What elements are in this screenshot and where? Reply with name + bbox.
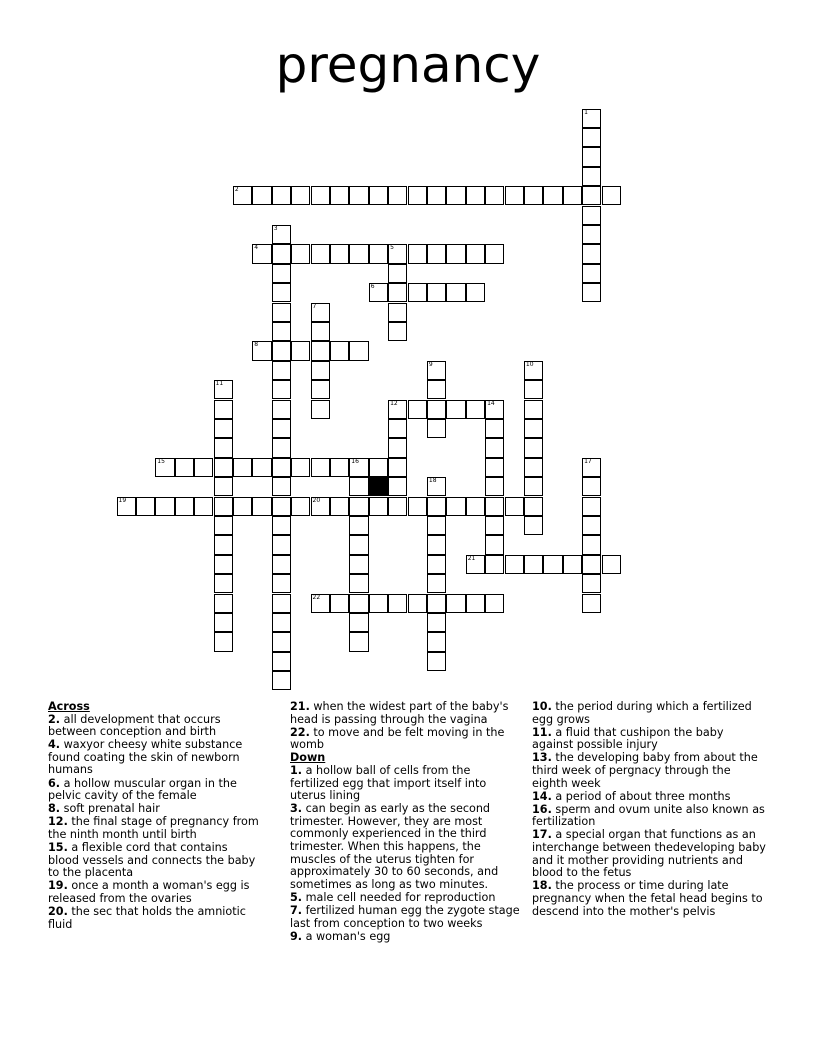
grid-cell[interactable] <box>408 244 427 263</box>
grid-cell[interactable] <box>194 497 213 516</box>
grid-cell[interactable] <box>466 244 485 263</box>
grid-cell[interactable] <box>427 535 446 554</box>
grid-cell[interactable] <box>388 186 407 205</box>
grid-cell[interactable] <box>272 477 291 496</box>
grid-cell[interactable] <box>349 458 368 477</box>
grid-cell[interactable] <box>446 594 465 613</box>
grid-cell[interactable] <box>272 400 291 419</box>
grid-cell[interactable] <box>233 497 252 516</box>
grid-cell[interactable] <box>311 303 330 322</box>
grid-cell[interactable] <box>602 555 621 574</box>
grid-cell[interactable] <box>214 555 233 574</box>
grid-cell[interactable] <box>582 128 601 147</box>
grid-cell[interactable] <box>311 497 330 516</box>
grid-cell[interactable] <box>272 186 291 205</box>
grid-cell[interactable] <box>311 361 330 380</box>
grid-cell[interactable] <box>427 613 446 632</box>
grid-cell[interactable] <box>466 594 485 613</box>
grid-cell[interactable] <box>311 380 330 399</box>
grid-cell[interactable] <box>272 361 291 380</box>
grid-cell[interactable] <box>582 167 601 186</box>
grid-cell[interactable] <box>388 264 407 283</box>
grid-cell[interactable] <box>272 303 291 322</box>
clue-number: 16 <box>351 457 359 465</box>
clue-down-11: 11. a fluid that cushipon the baby against possible injury <box>532 725 724 752</box>
grid-cell[interactable] <box>582 555 601 574</box>
grid-cell[interactable] <box>485 497 504 516</box>
grid-cell[interactable] <box>311 400 330 419</box>
grid-cell[interactable] <box>349 555 368 574</box>
grid-cell[interactable] <box>214 497 233 516</box>
grid-cell[interactable] <box>582 594 601 613</box>
clue-down-5: 5. male cell needed for reproduction <box>290 890 496 904</box>
clue-down-18: 18. the process or time during late pregnancy when the fetal head begins to descend into the mother's pelvis <box>532 879 763 918</box>
grid-cell[interactable] <box>543 186 562 205</box>
grid-cell[interactable] <box>369 458 388 477</box>
grid-cell[interactable] <box>427 652 446 671</box>
grid-cell[interactable] <box>233 186 252 205</box>
grid-cell[interactable] <box>582 147 601 166</box>
grid-cell[interactable] <box>272 535 291 554</box>
grid-cell[interactable] <box>214 613 233 632</box>
grid-cell[interactable] <box>117 497 136 516</box>
grid-cell[interactable] <box>272 671 291 690</box>
grid-cell[interactable] <box>582 477 601 496</box>
grid-cell[interactable] <box>524 361 543 380</box>
grid-cell[interactable] <box>349 535 368 554</box>
grid-cell[interactable] <box>233 458 252 477</box>
clue-number: 1 <box>584 108 588 116</box>
grid-cell[interactable] <box>252 497 271 516</box>
grid-cell[interactable] <box>485 555 504 574</box>
grid-cell[interactable] <box>446 186 465 205</box>
grid-cell[interactable] <box>311 458 330 477</box>
grid-cell[interactable] <box>214 516 233 535</box>
grid-cell[interactable] <box>369 186 388 205</box>
clue-number: 2 <box>234 186 239 194</box>
grid-cell[interactable] <box>408 283 427 302</box>
grid-cell[interactable] <box>408 497 427 516</box>
grid-cell[interactable] <box>446 244 465 263</box>
grid-cell[interactable] <box>155 497 174 516</box>
clue-down-10: 10. the period during which a fertilized egg grows <box>532 700 752 726</box>
grid-cell[interactable] <box>388 400 407 419</box>
grid-cell[interactable] <box>582 497 601 516</box>
grid-cell[interactable] <box>311 186 330 205</box>
grid-cell[interactable] <box>427 400 446 419</box>
grid-cell[interactable] <box>582 225 601 244</box>
grid-cell[interactable] <box>485 244 504 263</box>
clue-number: 5 <box>390 244 394 252</box>
grid-cell[interactable] <box>330 341 349 360</box>
grid-cell[interactable] <box>272 555 291 574</box>
clue-across-2: 2. all development that occurs between conception and birth <box>48 712 221 739</box>
grid-cell[interactable] <box>252 186 271 205</box>
grid-cell[interactable] <box>369 244 388 263</box>
grid-cell[interactable] <box>582 109 601 128</box>
clue-down-7: 7. fertilized human egg the zygote stage last from conception to two weeks <box>290 904 520 930</box>
clue-down-9: 9. a woman's egg <box>290 929 391 943</box>
grid-cell[interactable] <box>349 613 368 632</box>
grid-cell[interactable] <box>291 244 310 263</box>
grid-cell[interactable] <box>272 283 291 302</box>
down-heading: Down <box>290 751 326 765</box>
grid-cell[interactable] <box>272 516 291 535</box>
grid-cell[interactable] <box>136 497 155 516</box>
grid-cell[interactable] <box>524 477 543 496</box>
grid-cell[interactable] <box>485 516 504 535</box>
grid-cell[interactable] <box>427 574 446 593</box>
grid-cell[interactable] <box>524 516 543 535</box>
clue-number: 8 <box>254 341 259 349</box>
grid-cell[interactable] <box>505 555 524 574</box>
grid-cell[interactable] <box>388 497 407 516</box>
grid-cell[interactable] <box>427 632 446 651</box>
grid-cell[interactable] <box>291 458 310 477</box>
clue-down-14: 14. a period of about three months <box>532 789 731 803</box>
grid-cell[interactable] <box>369 283 388 302</box>
grid-cell[interactable] <box>194 458 213 477</box>
grid-cell[interactable] <box>214 438 233 457</box>
grid-cell[interactable] <box>427 419 446 438</box>
grid-cell[interactable] <box>272 341 291 360</box>
grid-cell[interactable] <box>466 400 485 419</box>
grid-cell[interactable] <box>446 283 465 302</box>
grid-cell[interactable] <box>272 497 291 516</box>
grid-cell[interactable] <box>388 303 407 322</box>
grid-cell[interactable] <box>427 380 446 399</box>
clue-number: 6 <box>370 283 375 291</box>
grid-cell[interactable] <box>466 497 485 516</box>
grid-cell[interactable] <box>214 594 233 613</box>
black-cell <box>369 477 388 496</box>
clue-across-8: 8. soft prenatal hair <box>48 802 160 816</box>
grid-cell[interactable] <box>291 341 310 360</box>
grid-cell[interactable] <box>349 477 368 496</box>
grid-cell[interactable] <box>272 380 291 399</box>
grid-cell[interactable] <box>466 555 485 574</box>
grid-cell[interactable] <box>408 186 427 205</box>
grid-cell[interactable] <box>369 594 388 613</box>
grid-cell[interactable] <box>349 244 368 263</box>
grid-cell[interactable] <box>272 244 291 263</box>
clue-number: 14 <box>487 399 495 407</box>
grid-cell[interactable] <box>485 458 504 477</box>
across-heading: Across <box>48 700 90 713</box>
grid-cell[interactable] <box>582 283 601 302</box>
grid-cell[interactable] <box>505 186 524 205</box>
grid-cell[interactable] <box>330 244 349 263</box>
grid-cell[interactable] <box>485 186 504 205</box>
grid-cell[interactable] <box>524 497 543 516</box>
clue-across-6: 6. a hollow muscular organ in the pelvic cavity of the female <box>48 776 237 803</box>
grid-cell[interactable] <box>214 574 233 593</box>
grid-cell[interactable] <box>563 555 582 574</box>
grid-cell[interactable] <box>175 458 194 477</box>
grid-cell[interactable] <box>388 419 407 438</box>
grid-cell[interactable] <box>582 244 601 263</box>
grid-cell[interactable] <box>388 438 407 457</box>
grid-cell[interactable] <box>214 380 233 399</box>
grid-cell[interactable] <box>427 186 446 205</box>
grid-cell[interactable] <box>524 400 543 419</box>
grid-cell[interactable] <box>272 632 291 651</box>
grid-cell[interactable] <box>427 283 446 302</box>
grid-cell[interactable] <box>485 438 504 457</box>
clue-number: 7 <box>312 302 317 310</box>
grid-cell[interactable] <box>272 322 291 341</box>
grid-cell[interactable] <box>214 419 233 438</box>
grid-cell[interactable] <box>214 535 233 554</box>
clue-number: 9 <box>428 360 433 368</box>
grid-cell[interactable] <box>563 186 582 205</box>
grid-cell[interactable] <box>524 380 543 399</box>
grid-cell[interactable] <box>388 594 407 613</box>
grid-cell[interactable] <box>349 341 368 360</box>
grid-cell[interactable] <box>524 186 543 205</box>
grid-cell[interactable] <box>427 244 446 263</box>
grid-cell[interactable] <box>349 632 368 651</box>
clue-down-1: 1. a hollow ball of cells from the fertilized egg that import itself into uterus lining <box>290 763 487 803</box>
grid-cell[interactable] <box>485 400 504 419</box>
grid-cell[interactable] <box>427 555 446 574</box>
grid-cell[interactable] <box>214 477 233 496</box>
grid-cell[interactable] <box>427 594 446 613</box>
grid-cell[interactable] <box>272 458 291 477</box>
grid-cell[interactable] <box>582 458 601 477</box>
grid-cell[interactable] <box>272 652 291 671</box>
grid-cell[interactable] <box>291 186 310 205</box>
clue-down-3: 3. can begin as early as the second trimester. However, they are most commonly experienced in the third trimester. When this happens, the muscles of the uterus tighten for approximately 30 to 60 seconds, and sometimes as long as two minutes. <box>290 802 499 891</box>
puzzle-title: pregnancy <box>275 36 541 94</box>
grid-cell[interactable] <box>582 516 601 535</box>
grid-cell[interactable] <box>485 419 504 438</box>
grid-cell[interactable] <box>252 458 271 477</box>
grid-cell[interactable] <box>388 458 407 477</box>
clue-across-20: 20. the sec that holds the amniotic fluid <box>48 905 246 931</box>
grid-cell[interactable] <box>408 594 427 613</box>
grid-cell[interactable] <box>582 186 601 205</box>
grid-cell[interactable] <box>466 186 485 205</box>
clue-across-15: 15. a flexible cord that contains blood vessels and connects the baby to the placenta <box>48 841 256 880</box>
grid-cell[interactable] <box>349 516 368 535</box>
clue-number: 15 <box>157 457 165 465</box>
grid-cell[interactable] <box>272 574 291 593</box>
clue-across-12: 12. the final stage of pregnancy from the ninth month until birth <box>48 815 259 841</box>
grid-cell[interactable] <box>330 497 349 516</box>
clue-number: 12 <box>390 399 398 407</box>
grid-cell[interactable] <box>427 361 446 380</box>
grid-cell[interactable] <box>311 341 330 360</box>
grid-cell[interactable] <box>582 535 601 554</box>
grid-cell[interactable] <box>388 477 407 496</box>
grid-cell[interactable] <box>602 186 621 205</box>
clue-down-17: 17. a special organ that functions as an interchange between thedeveloping baby and it mother providing nutrients and blood to the fetus <box>532 828 766 880</box>
grid-cell[interactable] <box>446 400 465 419</box>
grid-cell[interactable] <box>214 400 233 419</box>
grid-cell[interactable] <box>252 341 271 360</box>
grid-cell[interactable] <box>330 186 349 205</box>
grid-cell[interactable] <box>582 574 601 593</box>
grid-cell[interactable] <box>175 497 194 516</box>
clue-across-22: 22. to move and be felt moving in the womb <box>290 725 505 752</box>
grid-cell[interactable] <box>272 438 291 457</box>
grid-cell[interactable] <box>330 594 349 613</box>
grid-cell[interactable] <box>272 419 291 438</box>
grid-cell[interactable] <box>485 535 504 554</box>
clue-down-16: 16. sperm and ovum unite also known as fertilization <box>532 802 765 829</box>
grid-cell[interactable] <box>427 477 446 496</box>
grid-cell[interactable] <box>272 264 291 283</box>
clue-number: 3 <box>273 224 278 232</box>
clues-column-1 <box>48 701 260 932</box>
grid-cell[interactable] <box>272 594 291 613</box>
grid-cell[interactable] <box>330 458 349 477</box>
grid-cell[interactable] <box>505 497 524 516</box>
grid-cell[interactable] <box>524 438 543 457</box>
grid-cell[interactable] <box>524 419 543 438</box>
clue-down-13: 13. the developing baby from about the third week of pergnacy through the eighth week <box>532 751 758 790</box>
clue-number: 4 <box>254 244 259 252</box>
grid-cell[interactable] <box>485 477 504 496</box>
grid-cell[interactable] <box>252 244 271 263</box>
grid-cell[interactable] <box>214 632 233 651</box>
grid-cell[interactable] <box>388 322 407 341</box>
grid-cell[interactable] <box>155 458 174 477</box>
grid-cell[interactable] <box>291 497 310 516</box>
grid-cell[interactable] <box>543 555 562 574</box>
clue-number: 10 <box>525 360 534 368</box>
clue-number: 17 <box>584 457 592 465</box>
clue-number: 21 <box>467 554 476 562</box>
grid-cell[interactable] <box>582 264 601 283</box>
grid-cell[interactable] <box>311 322 330 341</box>
grid-cell[interactable] <box>272 613 291 632</box>
grid-cell[interactable] <box>427 516 446 535</box>
clue-number: 22 <box>312 593 321 601</box>
clue-across-4: 4. waxyor cheesy white substance found coating the skin of newborn humans <box>48 738 243 777</box>
grid-cell[interactable] <box>369 497 388 516</box>
grid-cell[interactable] <box>388 244 407 263</box>
grid-cell[interactable] <box>388 283 407 302</box>
grid-cell[interactable] <box>446 497 465 516</box>
grid-cell[interactable] <box>311 244 330 263</box>
grid-cell[interactable] <box>214 458 233 477</box>
grid-cell[interactable] <box>524 458 543 477</box>
grid-cell[interactable] <box>272 225 291 244</box>
grid-cell[interactable] <box>311 594 330 613</box>
clue-number: 11 <box>215 380 224 388</box>
clue-number: 18 <box>428 477 437 485</box>
clue-number: 20 <box>312 496 321 504</box>
clue-number: 19 <box>118 496 127 504</box>
grid-cell[interactable] <box>349 186 368 205</box>
grid-cell[interactable] <box>349 574 368 593</box>
grid-cell[interactable] <box>427 497 446 516</box>
clues-column-3 <box>532 701 768 919</box>
grid-cell[interactable] <box>485 594 504 613</box>
grid-cell[interactable] <box>466 283 485 302</box>
grid-cell[interactable] <box>349 594 368 613</box>
clues-column-2 <box>290 701 520 944</box>
grid-cell[interactable] <box>349 497 368 516</box>
grid-cell[interactable] <box>524 555 543 574</box>
grid-cell[interactable] <box>582 206 601 225</box>
clue-across-21: 21. when the widest part of the baby's head is passing through the vagina <box>290 700 509 726</box>
grid-cell[interactable] <box>408 400 427 419</box>
clue-across-19: 19. once a month a woman's egg is released from the ovaries <box>48 879 250 905</box>
